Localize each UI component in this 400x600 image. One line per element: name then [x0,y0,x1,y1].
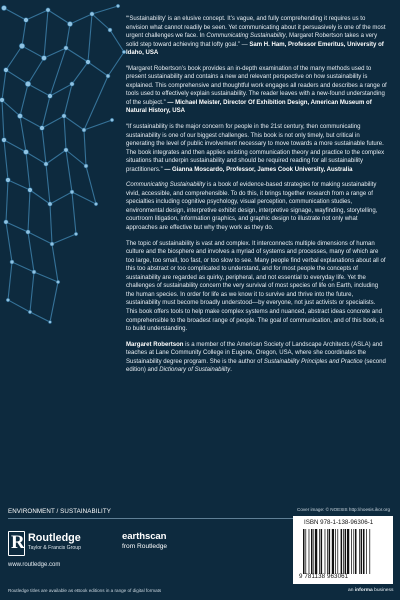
author-name: Margaret Robertson [126,341,184,348]
endorsement-quote [126,15,388,58]
informa-prefix: an [348,588,355,593]
quote-attribution: — Gianna Moscardo, Professor, James Cook University, Australia [164,166,353,173]
isbn: ISBN 978-1-138-96306-1 [304,519,374,526]
earthscan-logo [122,531,174,553]
imprint-sub: from Routledge [122,543,168,550]
quote-attribution: — Michael Meister, Director Of Exhibition Design, American Museum of Natural History, USA [126,99,372,115]
routledge-mark-letter: R [11,532,25,553]
book-description-paragraph: The topic of sustainability is vast and complex. It interconnects multiple dimensions of human culture and the biosphere and involves a myriad of systems and processes, many of which are too large, too small, too fast, or too slow to see. Many people find verbal explanations about all of this too abstract or too complicated to understand, and for most people the concepts of sustainability are regarded as quirky, peripheral, and not essential to everyday life. Yet the challenges of sustainability concern the very survival of most species of life on Earth, including the human species. In order for life as we know it to survive and thrive into the future, sustainability must become broadly understood—by everyone, not just activists or specialists. This book offers tools to help make complex systems and nuanced, abstract ideas concrete and comprehensible to the broadest range of people. The goal of communication, and of this book, is to build understanding. [126,240,386,333]
author-book-title: Sustainability Principles and Practice [263,358,363,365]
publisher-name: Routledge [28,532,81,544]
author-book-title: Dictionary of Sustainability [159,367,231,374]
author-bio-text: (second edition) and [126,358,386,374]
imprint-name: earthscan [122,531,167,542]
endorsement-quote [126,123,388,174]
informa-business-mark [348,588,393,593]
author-bio [126,341,388,375]
endorsement-quote [126,65,388,116]
ebook-note: Routledge titles are available as eBook editions in a range of digital formats [8,588,162,593]
author-bio-text: is a member of the American Society of Landscape Architects (ASLA) and teaches at Lane Community College in Eugene, Oregon, USA, where she coordinates the Sustainability degree program. She is the author of [126,341,383,365]
quote-text: “‘Sustainability’ is an elusive concept. It’s vague, and fully comprehending it requires us to envision what cannot readily be seen. Yet communicating about it persuasively is one of the most urgent challenges we face. In [126,16,386,40]
quote-text: , Margaret Robertson takes a very solid step toward achieving that lofty goal.” — [126,33,378,48]
cover-image-credit: Cover image: © NOESIS http://noesis.ikor.org [297,507,391,512]
barcode-icon [302,529,390,574]
barcode-digits: 9 781138 963061 [299,573,349,580]
author-bio-text: . [230,367,232,374]
molecular-network-graphic [0,0,140,330]
routledge-logo [8,531,82,557]
publisher-url: www.routledge.com [8,562,61,568]
informa-suffix: business [372,588,394,593]
subject-category: ENVIRONMENT / SUSTAINABILITY [8,508,111,515]
quote-book-title: Communicating Sustainability [206,33,286,40]
quote-text: “Margaret Robertson’s book provides an in-depth examination of the many methods used to present sustainability and contains a new and relevant perspective on how sustainability is explained. This comprehensive and thoughtful work engages all readers and describes a range of tools used to effectively explain sustainability. The reader leaves with a new-found understanding of the subject.” [126,65,387,106]
quote-text: “If sustainability is the major concern for people in the 21st century, then communicating sustainability is one of our biggest challenges. This book is not only timely, but critical in generating the level of public involvement necessary to move towards a more sustainable future. The book integrates and then applies existing communication theory and practice to the complex situations that underpin sustainability and should be required reading for all sustainability practitioners.” [126,124,385,173]
book-title: Communicating Sustainability [126,182,206,189]
quote-attribution: Sam H. Ham, Professor Emeritus, University of Idaho, USA [126,41,384,57]
book-description [126,181,388,232]
informa-brand: informa [354,588,373,593]
publisher-group: Taylor & Francis Group [28,545,82,551]
routledge-mark-icon [8,531,25,556]
back-cover-text [126,15,388,382]
description-text: is a book of evidence-based strategies for making sustainability vivid, accessible, and comprehensible. To do this, it brings together research from a range of specialties including cognitive psychology, visual perception, communication studies, environmental design, interpretive exhibit design, interpretive signage, wayfinding, storytelling, courtroom litigation, information graphics, and graphic design to illustrate not only what approaches are effective but why they work as they do. [126,182,378,232]
